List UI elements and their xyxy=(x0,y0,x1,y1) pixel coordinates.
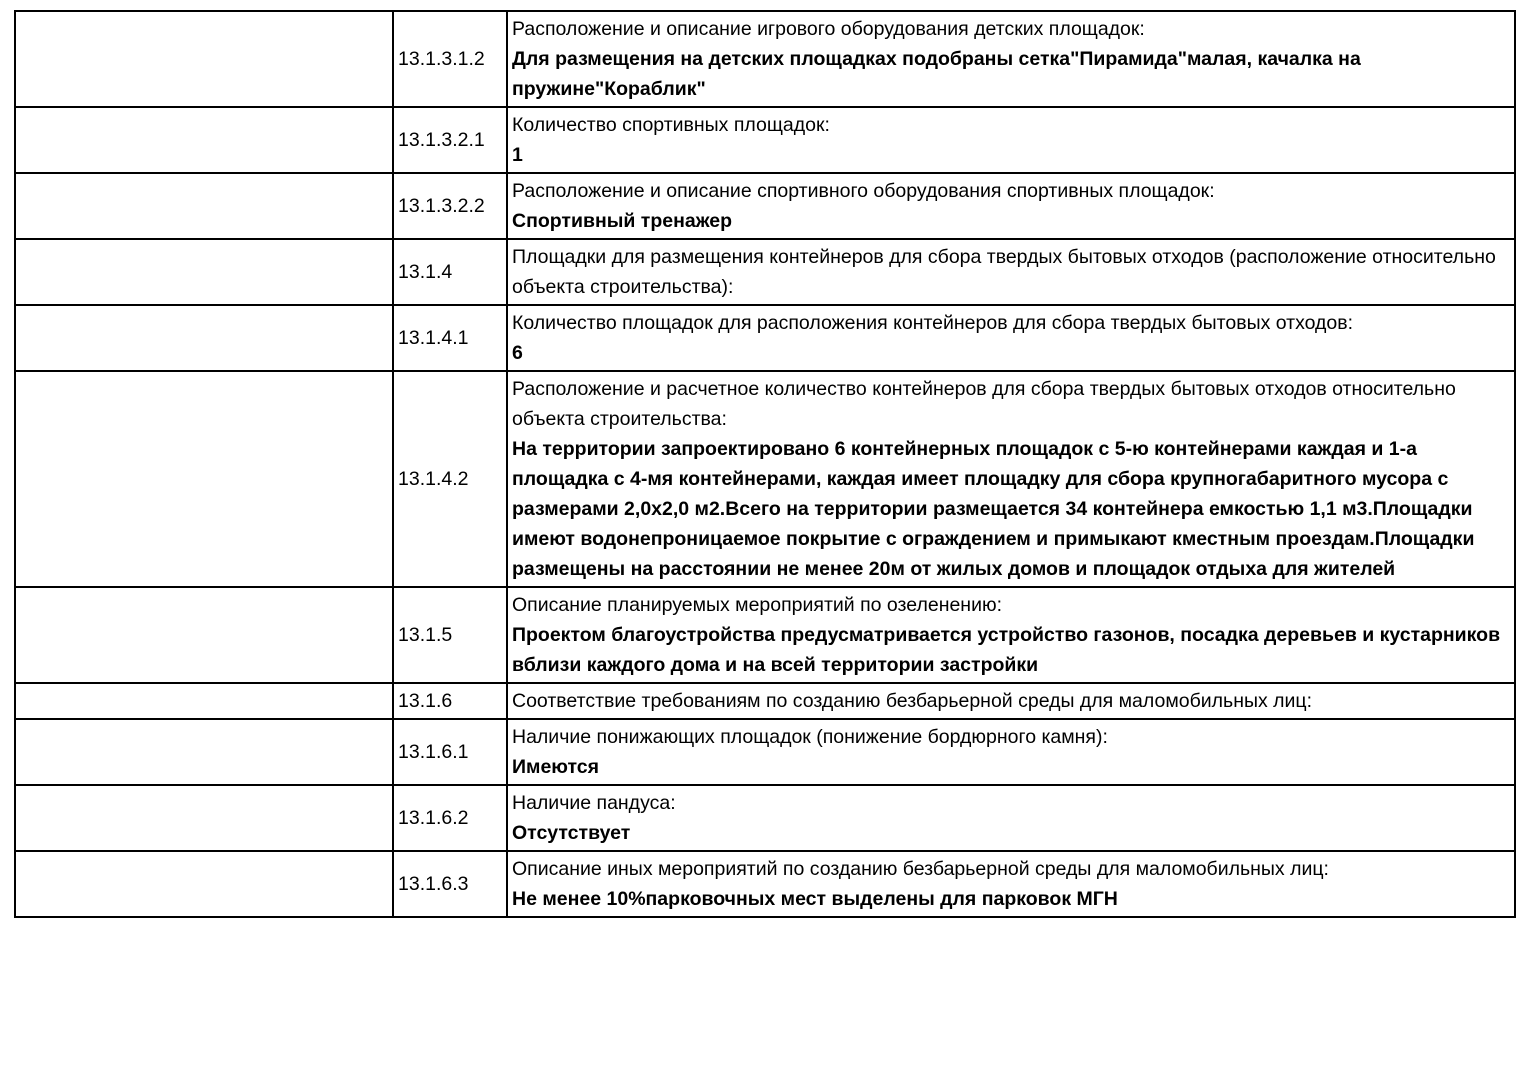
row-content-cell xyxy=(507,371,1515,587)
row-empty-cell xyxy=(15,587,393,683)
table-row xyxy=(15,851,1515,917)
row-empty-cell xyxy=(15,371,393,587)
row-label: Расположение и описание спортивного оборудования спортивных площадок: xyxy=(512,180,1215,202)
row-number: 13.1.3.1.2 xyxy=(393,11,507,107)
row-value: Отсутствует xyxy=(512,822,631,844)
table-row xyxy=(15,173,1515,239)
row-content-cell xyxy=(507,683,1515,719)
row-label: Описание иных мероприятий по созданию безбарьерной среды для маломобильных лиц: xyxy=(512,858,1329,880)
row-empty-cell xyxy=(15,239,393,305)
row-label: Расположение и расчетное количество контейнеров для сбора твердых бытовых отходов относительно объекта строительства: xyxy=(512,378,1456,430)
row-content-cell xyxy=(507,11,1515,107)
row-content-cell xyxy=(507,587,1515,683)
table-row xyxy=(15,785,1515,851)
table-row xyxy=(15,719,1515,785)
row-label: Наличие пандуса: xyxy=(512,792,676,814)
row-content-cell xyxy=(507,719,1515,785)
row-number: 13.1.6.1 xyxy=(393,719,507,785)
row-number: 13.1.6 xyxy=(393,683,507,719)
row-content-cell xyxy=(507,173,1515,239)
row-label: Соответствие требованиям по созданию безбарьерной среды для маломобильных лиц: xyxy=(512,690,1313,712)
row-empty-cell xyxy=(15,107,393,173)
row-value: 6 xyxy=(512,342,523,364)
row-label: Количество спортивных площадок: xyxy=(512,114,830,136)
row-value: Для размещения на детских площадках подобраны сетка"Пирамида"малая, качалка на пружине"Кораблик" xyxy=(512,48,1361,100)
row-content-cell xyxy=(507,239,1515,305)
row-content-cell xyxy=(507,851,1515,917)
row-value: Проектом благоустройства предусматривается устройство газонов, посадка деревьев и кустарников вблизи каждого дома и на всей территории застройки xyxy=(512,624,1501,676)
row-empty-cell xyxy=(15,11,393,107)
table-row xyxy=(15,107,1515,173)
table-row xyxy=(15,239,1515,305)
row-number: 13.1.4 xyxy=(393,239,507,305)
row-number: 13.1.6.3 xyxy=(393,851,507,917)
row-number: 13.1.3.2.2 xyxy=(393,173,507,239)
table-row xyxy=(15,683,1515,719)
table-row xyxy=(15,11,1515,107)
row-label: Наличие понижающих площадок (понижение бордюрного камня): xyxy=(512,726,1108,748)
table-row xyxy=(15,371,1515,587)
row-label: Площадки для размещения контейнеров для сбора твердых бытовых отходов (расположение относительно объекта строительства): xyxy=(512,246,1496,298)
row-content-cell xyxy=(507,305,1515,371)
row-number: 13.1.6.2 xyxy=(393,785,507,851)
row-content-cell xyxy=(507,785,1515,851)
row-value: Имеются xyxy=(512,756,599,778)
row-empty-cell xyxy=(15,305,393,371)
row-empty-cell xyxy=(15,719,393,785)
row-number: 13.1.4.2 xyxy=(393,371,507,587)
row-value: На территории запроектировано 6 контейнерных площадок с 5-ю контейнерами каждая и 1-а площадка с 4-мя контейнерами, каждая имеет площадку для сбора крупногабаритного мусора с размерами 2,0х2,0 м2.Всего на территории размещается 34 контейнера емкостью 1,1 м3.Площадки имеют водонепроницаемое покрытие с ограждением и примыкают кместным проездам.Площадки размещены на расстоянии не менее 20м от жилых домов и площадок отдыха для жителей xyxy=(512,438,1475,580)
row-label: Количество площадок для расположения контейнеров для сбора твердых бытовых отходов: xyxy=(512,312,1354,334)
row-empty-cell xyxy=(15,785,393,851)
row-value: Спортивный тренажер xyxy=(512,210,733,232)
table-row xyxy=(15,305,1515,371)
row-label: Расположение и описание игрового оборудования детских площадок: xyxy=(512,18,1145,40)
row-value: 1 xyxy=(512,144,523,166)
row-empty-cell xyxy=(15,683,393,719)
table-row xyxy=(15,587,1515,683)
row-content-cell xyxy=(507,107,1515,173)
declaration-table-body xyxy=(15,11,1515,917)
row-label: Описание планируемых мероприятий по озеленению: xyxy=(512,594,1003,616)
row-empty-cell xyxy=(15,173,393,239)
row-number: 13.1.3.2.1 xyxy=(393,107,507,173)
row-empty-cell xyxy=(15,851,393,917)
row-number: 13.1.4.1 xyxy=(393,305,507,371)
row-number: 13.1.5 xyxy=(393,587,507,683)
row-value: Не менее 10%парковочных мест выделены для парковок МГН xyxy=(512,888,1118,910)
declaration-table xyxy=(14,10,1516,918)
